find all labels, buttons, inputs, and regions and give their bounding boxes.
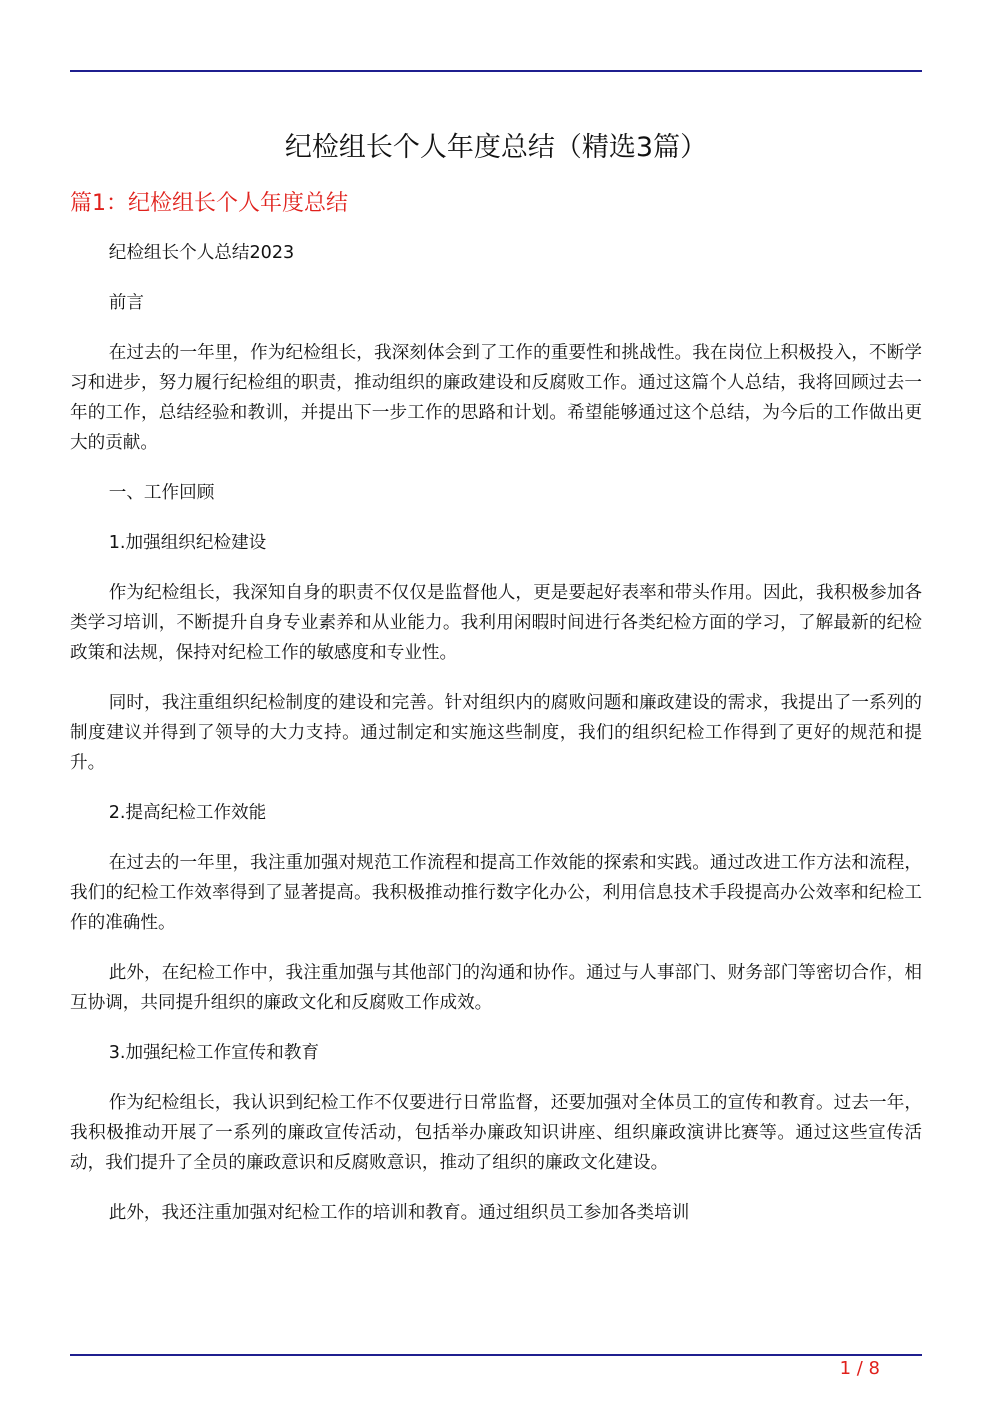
paragraph: 此外，在纪检工作中，我注重加强与其他部门的沟通和协作。通过与人事部门、财务部门等密切合作，相互协调，共同提升组织的廉政文化和反腐败工作成效。 (70, 963, 922, 1013)
paragraph: 作为纪检组长，我认识到纪检工作不仅要进行日常监督，还要加强对全体员工的宣传和教育。过去一年，我积极推动开展了一系列的廉政宣传活动，包括举办廉政知识讲座、组织廉政演讲比赛等。通过这些宣传活动，我们提升了全员的廉政意识和反腐败意识，推动了组织的廉政文化建设。 (70, 1093, 922, 1173)
paragraph-item-2-heading: 2.提高纪检工作效能 (108, 803, 267, 823)
paragraph: 同时，我注重组织纪检制度的建设和完善。针对组织内的腐败问题和廉政建设的需求，我提出了一系列的制度建议并得到了领导的大力支持。通过制定和实施这些制度，我们的组织纪检工作得到了更好的规范和提升。 (70, 693, 922, 773)
paragraph-section-one-heading: 一、工作回顾 (108, 483, 215, 503)
footer-rule (70, 1354, 922, 1356)
paragraph-preface: 在过去的一年里，作为纪检组长，我深刻体会到了工作的重要性和挑战性。我在岗位上积极投入，不断学习和进步，努力履行纪检组的职责，推动组织的廉政建设和反腐败工作。通过这篇个人总结，我将回顾过去一年的工作，总结经验和教训，并提出下一步工作的思路和计划。希望能够通过这个总结，为今后的工作做出更大的贡献。 (70, 343, 922, 453)
document-body (70, 238, 922, 1248)
paragraph-preface-heading: 前言 (108, 293, 144, 313)
document-title: 纪检组长个人年度总结（精选3篇） (284, 132, 708, 163)
section-heading: 篇1：纪检组长个人年度总结 (70, 191, 348, 216)
paragraph: 在过去的一年里，我注重加强对规范工作流程和提高工作效能的探索和实践。通过改进工作方法和流程，我们的纪检工作效率得到了显著提高。我积极推动推行数字化办公，利用信息技术手段提高办公效率和纪检工作的准确性。 (70, 853, 922, 933)
paragraph-subtitle: 纪检组长个人总结2023 (108, 243, 295, 263)
paragraph: 此外，我还注重加强对纪检工作的培训和教育。通过组织员工参加各类培训 (108, 1203, 690, 1223)
header-rule (70, 70, 922, 72)
paragraph: 作为纪检组长，我深知自身的职责不仅仅是监督他人，更是要起好表率和带头作用。因此，我积极参加各类学习培训，不断提升自身专业素养和从业能力。我利用闲暇时间进行各类纪检方面的学习，了解最新的纪检政策和法规，保持对纪检工作的敏感度和专业性。 (70, 583, 922, 663)
paragraph-item-1-heading: 1.加强组织纪检建设 (108, 533, 267, 553)
page-indicator: 1 / 8 (839, 1358, 880, 1379)
paragraph-item-3-heading: 3.加强纪检工作宣传和教育 (108, 1043, 320, 1063)
